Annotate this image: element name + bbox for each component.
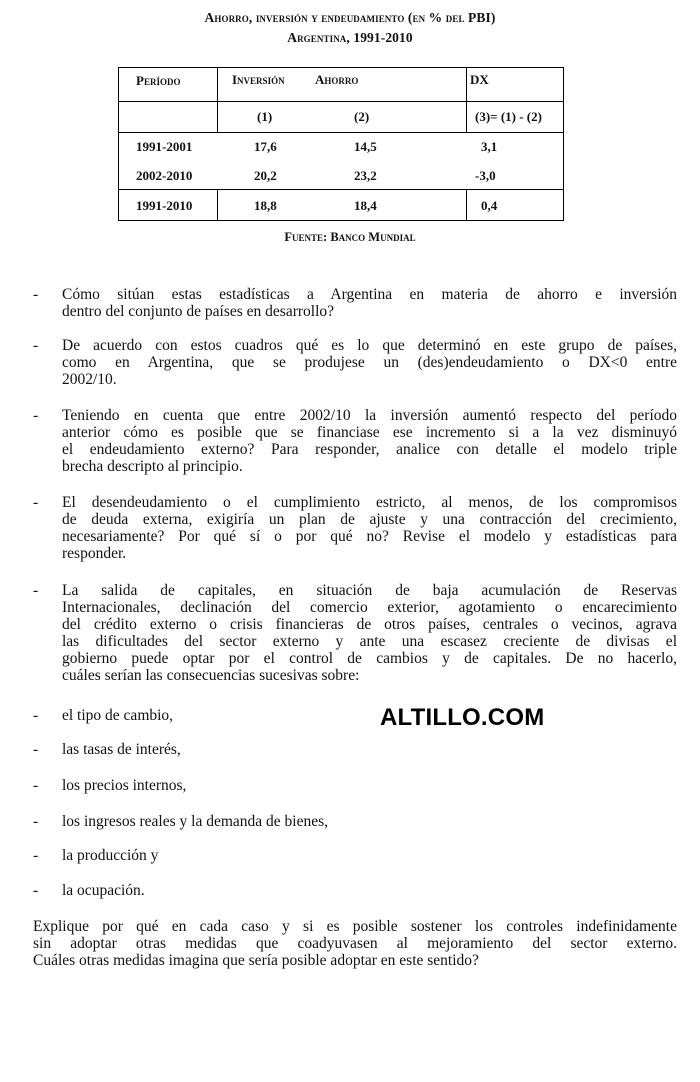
paragraph-line: Explique por qué en cada caso y si es posible sostener los controles indefinidamente [33,918,677,935]
item-line: los precios internos, [62,777,187,794]
item-line: la producción y [62,847,159,864]
table-subheader-divider [119,132,563,133]
table-cell: 2002-2010 [136,168,193,183]
bullet-dash: - [33,337,39,354]
bullet-dash: - [33,407,39,424]
bullet-dash: - [33,741,39,758]
table-cell: 3,1 [481,139,498,154]
watermark: ALTILLO.COM [380,704,545,731]
bullet-dash: - [33,777,39,794]
item-line: los ingresos reales y la demanda de bienes, [62,813,328,830]
table-cell: 18,8 [254,198,277,213]
table-cell: 0,4 [481,198,498,213]
bullet-dash: - [33,882,39,899]
table-subtitle: Argentina, 1991-2010 [287,30,413,45]
table-total-divider [119,189,563,190]
item-line: anterior cómo es posible que se financiase ese incremento si a la vez disminuyó [62,424,677,441]
item-line: las tasas de interés, [62,741,181,758]
item-line: la ocupación. [62,882,145,899]
header-period: Período [136,73,181,88]
paragraph-line: Cuáles otras medidas imagina que sería posible adoptar en este sentido? [33,952,479,969]
table-source: Fuente: Banco Mundial [284,230,416,244]
table-title: Ahorro, inversión y endeudamiento (en % del PBI) [204,10,496,25]
item-line: responder. [62,545,127,562]
data-table [118,67,564,221]
item-line: como en Argentina, que se produjese un (des)endeudamiento o DX<0 entre [62,354,677,371]
item-line: Teniendo en cuenta que entre 2002/10 la inversión aumentó respecto del período [62,407,677,424]
item-line: las dificultades del sector externo y ante una escasez creciente de divisas el [62,633,677,650]
item-line: Cómo sitúan estas estadísticas a Argentina en materia de ahorro e inversión [62,286,677,303]
bullet-dash: - [33,847,39,864]
paragraph-line: sin adoptar otras medidas que coadyuvasen al mejoramiento del sector externo. [33,935,677,952]
item-line: dentro del conjunto de países en desarrollo? [62,303,335,320]
item-line: necesariamente? Por qué sí o por qué no? Revise el modelo y estadísticas para [62,528,677,545]
table-cell: 14,5 [354,139,377,154]
table-cell: 23,2 [354,168,377,183]
table-col-divider [217,189,218,221]
item-line: Internacionales, declinación del comercio exterior, agotamiento o encarecimiento [62,599,677,616]
item-line: del crédito externo o crisis financieras de otros países, centrales o vecinos, agrava [62,616,677,633]
item-line: el endeudamiento externo? Para responder, analice con detalle el modelo triple [62,441,677,458]
item-line: La salida de capitales, en situación de baja acumulación de Reservas [62,582,677,599]
bullet-dash: - [33,707,39,724]
table-header-divider [119,101,563,102]
item-line: gobierno puede optar por el control de cambios y de capitales. De no hacerlo, [62,650,677,667]
subheader-1: (1) [257,109,273,124]
table-cell: 17,6 [254,139,277,154]
table-cell: 1991-2001 [136,139,193,154]
subheader-3: (3)= (1) - (2) [475,109,542,124]
header-ahorro: Ahorro [315,72,359,87]
item-line: de deuda externa, exigiría un plan de ajuste y una contracción del crecimiento, [62,511,677,528]
table-col-divider [466,68,467,132]
item-line: 2002/10. [62,371,117,388]
subheader-2: (2) [354,109,370,124]
item-line: brecha descripto al principio. [62,458,243,475]
bullet-dash: - [33,286,39,303]
closing-paragraph [33,918,677,969]
bullet-dash: - [33,582,39,599]
table-col-divider [466,189,467,221]
header-dx: DX [470,72,489,87]
table-cell: -3,0 [475,168,496,183]
bullet-dash: - [33,813,39,830]
table-cell: 1991-2010 [136,198,193,213]
bullet-dash: - [33,494,39,511]
item-line: cuáles serían las consecuencias sucesivas sobre: [62,667,360,684]
item-line: De acuerdo con estos cuadros qué es lo que determinó en este grupo de países, [62,337,677,354]
table-cell: 20,2 [254,168,277,183]
header-inversion: Inversión [232,72,285,87]
table-col-divider [217,68,218,132]
item-line: El desendeudamiento o el cumplimiento estricto, al menos, de los compromisos [62,494,677,511]
table-cell: 18,4 [354,198,377,213]
item-line: el tipo de cambio, [62,707,174,724]
